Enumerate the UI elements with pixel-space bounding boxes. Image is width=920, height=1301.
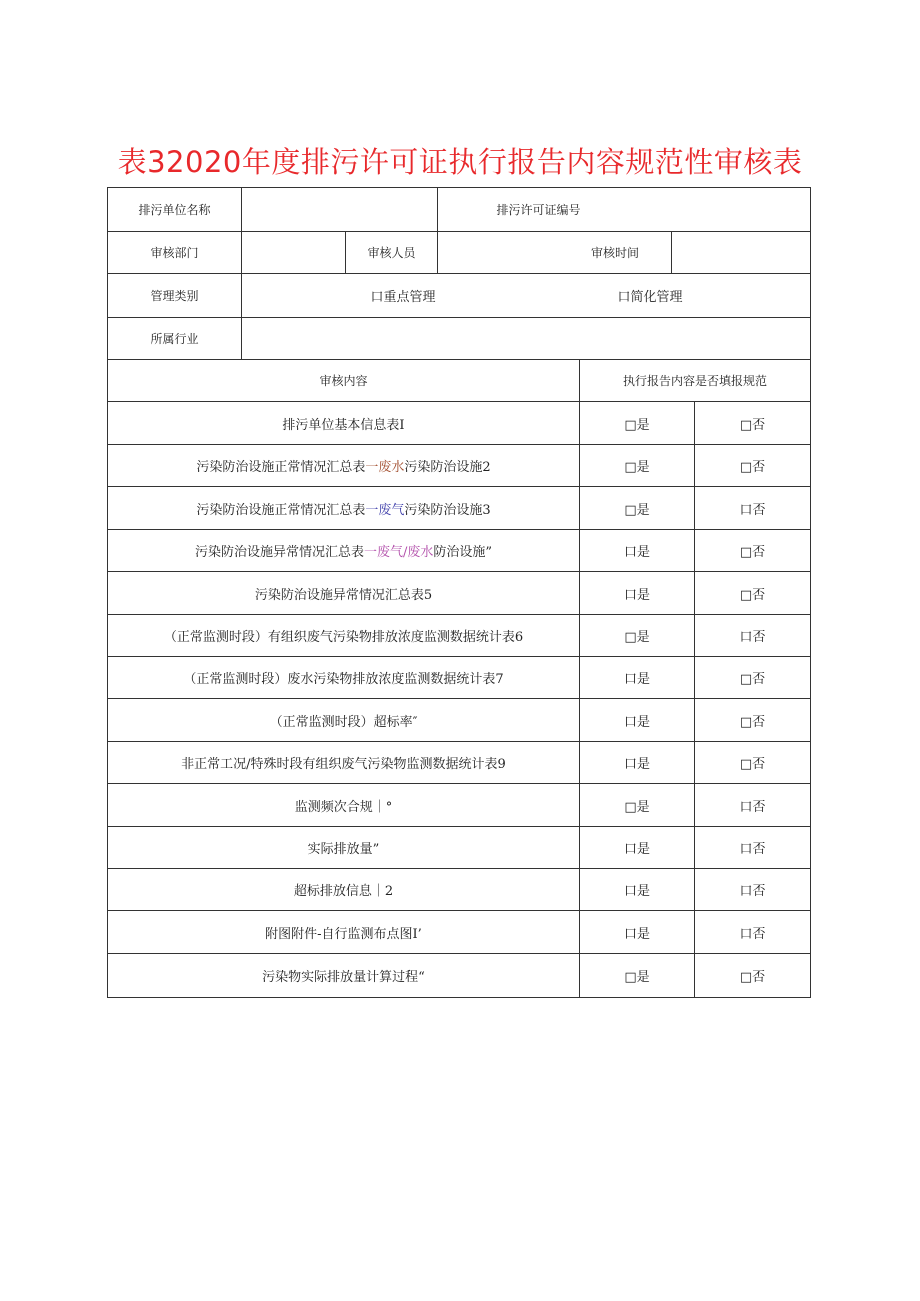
item-text: 污染防治设施异常情况汇总表5: [254, 587, 433, 603]
yes-checkbox[interactable]: □是: [579, 615, 694, 656]
item-text: 超标排放信息｜2: [293, 884, 394, 899]
yes-checkbox[interactable]: 口是: [579, 530, 694, 571]
item-text: 非正常工况/特殊时段有组织废气污染物监测数据统计表9: [181, 757, 506, 772]
yes-checkbox[interactable]: 口是: [579, 657, 694, 698]
yes-checkbox[interactable]: 口是: [579, 869, 694, 910]
no-checkbox[interactable]: □否: [694, 742, 810, 783]
industry-label: 所属行业: [150, 332, 199, 346]
table-row: [108, 699, 810, 742]
no-checkbox[interactable]: □否: [694, 657, 810, 698]
item-text: （正常监测时段）废水污染物排放浓度监测数据统计表7: [183, 672, 504, 687]
item-text-part: 污染防治设施2: [404, 460, 491, 475]
item-text-highlight: 一废水: [365, 460, 405, 475]
yes-checkbox[interactable]: □是: [579, 487, 694, 529]
yes-checkbox[interactable]: 口是: [579, 827, 694, 868]
reviewer-value[interactable]: [437, 232, 559, 273]
mgmt-option-key[interactable]: 口重点管理: [370, 290, 436, 305]
no-checkbox[interactable]: □否: [694, 699, 810, 741]
table-row-reviewer: [108, 232, 810, 274]
item-text-highlight: 一废气/废水: [363, 545, 434, 560]
yes-checkbox[interactable]: 口是: [579, 742, 694, 783]
compliance-header: 执行报告内容是否填报规范: [579, 360, 810, 401]
no-checkbox[interactable]: 口否: [694, 487, 810, 529]
table-row: [108, 487, 810, 530]
no-checkbox[interactable]: 口否: [694, 784, 810, 826]
dept-value[interactable]: [241, 232, 345, 273]
table-row: [108, 827, 810, 869]
page-title: 表32020年度排污许可证执行报告内容规范性审核表: [117, 145, 803, 179]
unit-name-value[interactable]: [241, 188, 437, 231]
item-text-highlight: 一废气: [365, 502, 405, 518]
unit-name-label: 排污单位名称: [138, 203, 211, 217]
item-text: [108, 487, 579, 529]
yes-checkbox[interactable]: □是: [579, 402, 694, 444]
yes-checkbox[interactable]: 口是: [579, 572, 694, 614]
item-text-part: 污染防治设施3: [404, 502, 491, 518]
item-text: （正常监测时段）有组织废气污染物排放浓度监测数据统计表6: [163, 630, 524, 645]
table-row: [108, 742, 810, 784]
item-text: 排污单位基本信息表I: [282, 417, 405, 433]
yes-checkbox[interactable]: □是: [579, 954, 694, 997]
permit-no-label: 排污许可证编号: [437, 188, 639, 231]
table-row: [108, 869, 810, 911]
mgmt-option-simple[interactable]: 口简化管理: [617, 290, 683, 305]
table-row: [108, 572, 810, 615]
dept-label: 审核部门: [150, 246, 199, 260]
table-row: [108, 954, 810, 997]
item-text: （正常监测时段）超标率″: [269, 714, 418, 730]
item-text: 污染物实际排放量计算过程“: [262, 970, 425, 985]
content-header: 审核内容: [319, 374, 368, 388]
permit-no-value[interactable]: [639, 188, 810, 231]
mgmt-options: [241, 274, 810, 317]
no-checkbox[interactable]: 口否: [694, 827, 810, 868]
item-text-part: 污染防治设施正常情况汇总表: [196, 502, 366, 518]
mgmt-label: 管理类别: [150, 289, 199, 303]
item-text: 监测频次合规｜°: [294, 799, 393, 815]
table-row: [108, 445, 810, 487]
table-row: [108, 911, 810, 954]
yes-checkbox[interactable]: □是: [579, 445, 694, 486]
table-row: [108, 615, 810, 657]
no-checkbox[interactable]: 口否: [694, 869, 810, 910]
table-row-review-header: [108, 360, 810, 402]
no-checkbox[interactable]: □否: [694, 402, 810, 444]
item-text-part: 污染防治设施正常情况汇总表: [196, 460, 366, 475]
yes-checkbox[interactable]: 口是: [579, 911, 694, 953]
no-checkbox[interactable]: □否: [694, 445, 810, 486]
no-checkbox[interactable]: 口否: [694, 911, 810, 953]
industry-value[interactable]: [241, 318, 810, 359]
no-checkbox[interactable]: 口否: [694, 615, 810, 656]
time-label: 审核时间: [590, 246, 639, 260]
item-text: [108, 445, 579, 486]
table-row-industry: [108, 318, 810, 360]
table-row-unit: [108, 188, 810, 232]
item-text: 实际排放量”: [307, 842, 380, 857]
no-checkbox[interactable]: □否: [694, 530, 810, 571]
table-row-mgmt: [108, 274, 810, 318]
reviewer-label: 审核人员: [345, 232, 437, 273]
item-text-part: 污染防治设施异常情况汇总表: [194, 545, 364, 560]
yes-checkbox[interactable]: 口是: [579, 699, 694, 741]
table-row: [108, 784, 810, 827]
table-row: [108, 402, 810, 445]
time-value[interactable]: [671, 232, 810, 273]
review-table: [107, 187, 811, 998]
no-checkbox[interactable]: □否: [694, 954, 810, 997]
yes-checkbox[interactable]: □是: [579, 784, 694, 826]
item-text: 附图附件-自行监测布点图I’: [265, 926, 422, 942]
no-checkbox[interactable]: □否: [694, 572, 810, 614]
item-text: [108, 530, 579, 571]
item-text-part: 防治设施”: [433, 545, 493, 560]
table-row: [108, 657, 810, 699]
table-row: [108, 530, 810, 572]
